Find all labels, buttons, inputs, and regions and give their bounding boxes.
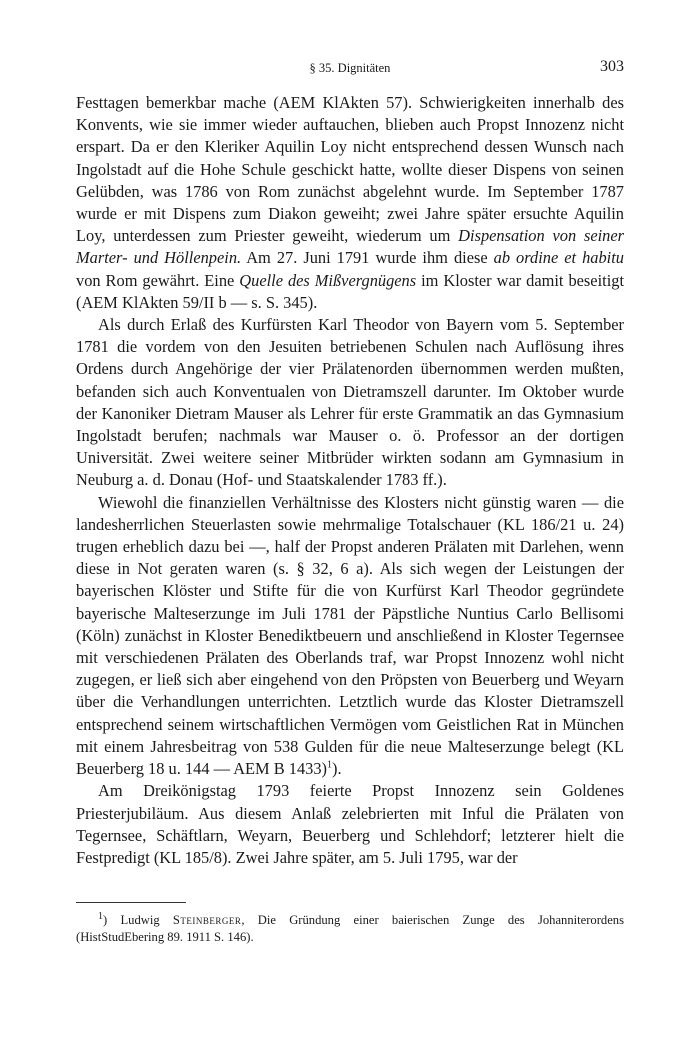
p1-text-c: von Rom gewährt. Eine [76, 270, 240, 290]
footnote-author: Steinberger [172, 913, 242, 927]
footnote-marker: 1 [98, 910, 103, 922]
page-number: 303 [600, 58, 624, 75]
running-title: § 35. Dignitäten [309, 61, 391, 75]
footnote-marker-close: ) [103, 913, 108, 927]
paragraph-1 [76, 92, 624, 314]
p1-italic-3: Quelle des Mißvergnügens [239, 270, 417, 290]
footnote-divider [76, 902, 186, 903]
footnote-reference: 1 [327, 759, 332, 771]
footnote-1 [76, 912, 624, 946]
paragraph-3 [76, 492, 624, 781]
p1-italic-2: ab ordine et habitu [493, 248, 624, 268]
paragraph-4: Am Dreikönigstag 1793 feierte Propst Innozenz sein Goldenes Priesterjubiläum. Aus diesem Anlaß zelebrierten mit Inful die Prälaten von Tegernsee, Schäftlarn, Weyarn, Beuerberg und Schlehdorf; letzterer hielt die Festpredigt (KL 185/8). Zwei Jahre später, am 5. Juli 1795, war der [76, 781, 624, 867]
p3-text-a: Wiewohl die finanziellen Verhältnisse des Klosters nicht günstig waren — die landesherrlichen Steuerlasten sowie mehrmalige Totalschauer (KL 186/21 u. 24) trugen erheblich dazu bei —, half der Propst anderen Prälaten mit Darlehen, wenn diese in Not geraten waren (s. § 32, 6 a). Als sich wegen der Leistungen der bayerischen Klöster und Stifte für die von Kurfürst Karl Theodor gegründete bayerische Malteserzunge im Juli 1781 der Päpstliche Nuntius Carlo Bellisomi (Köln) zunächst in Kloster Benediktbeuern und anschließend in Kloster Tegernsee mit verschiedenen Prälaten des Oberlands traf, war Propst Innozenz wohl nicht zugegen, er ließ sich aber eingehend von den Pröpsten von Beuerberg und Weyarn über die Verhandlungen unterrichten. Letztlich wurde das Kloster Dietramszell entsprechend seinem wirtschaftlichen Vermögen vom Geistlichen Rat in München mit einem Jahresbeitrag von 538 Gulden für die neue Malteserzunge belegt (KL Beuerberg 18 u. 144 — AEM B 1433) [76, 492, 624, 779]
paragraph-2: Als durch Erlaß des Kurfürsten Karl Theodor von Bayern vom 5. September 1781 die vordem von den Jesuiten betriebenen Schulen nach Auflösung ihres Ordens durch Angehörige der vier Prälatenorden übernommen werden mußten, befanden sich auch Konventualen von Dietramszell darunter. Im Oktober wurde der Kanoniker Dietram Mauser als Lehrer für erste Grammatik an das Gymnasium Ingolstadt berufen; nachmals war Mauser o. ö. Professor an der dortigen Universität. Zwei weitere seiner Mitbrüder wirkten sodann am Gymnasium in Neuburg a. d. Donau (Hof- und Staatskalender 1783 ff.). [76, 315, 624, 490]
p1-italic-1: Dispensation von seiner Marter- und Höllenpein. [76, 226, 624, 268]
footnote-author-first: Ludwig [120, 913, 173, 927]
p3-text-b: ). [332, 759, 342, 779]
main-text [76, 92, 624, 869]
running-header [76, 58, 624, 80]
p1-text-d: im Kloster war damit beseitigt (AEM KlAkten 59/II b — s. S. 345). [76, 270, 624, 312]
p1-text-a: Festtagen bemerkbar mache (AEM KlAkten 57). Schwierigkeiten innerhalb des Konvents, wie sie immer wieder auftauchen, blieben auch Propst Innozenz nicht erspart. Da er den Kleriker Aquilin Loy nicht entsprechend dessen Wunsch nach Ingolstadt auf die Hohe Schule geschickt hatte, wollte dieser Dispens von seinen Gelübden, was 1786 von Rom zunächst abgelehnt wurde. Im September 1787 wurde er mit Dispens zum Diakon geweiht; zwei Jahre später ersuchte Aquilin Loy, unterdessen zum Priester geweiht, wiederum um [76, 93, 624, 246]
footnote [76, 912, 624, 946]
p1-text-b: Am 27. Juni 1791 wurde ihm diese [241, 248, 494, 268]
footnote-text: , Die Gründung einer baierischen Zunge des Johanniterordens (HistStudEbering 89. 1911 S. 146). [76, 913, 624, 944]
